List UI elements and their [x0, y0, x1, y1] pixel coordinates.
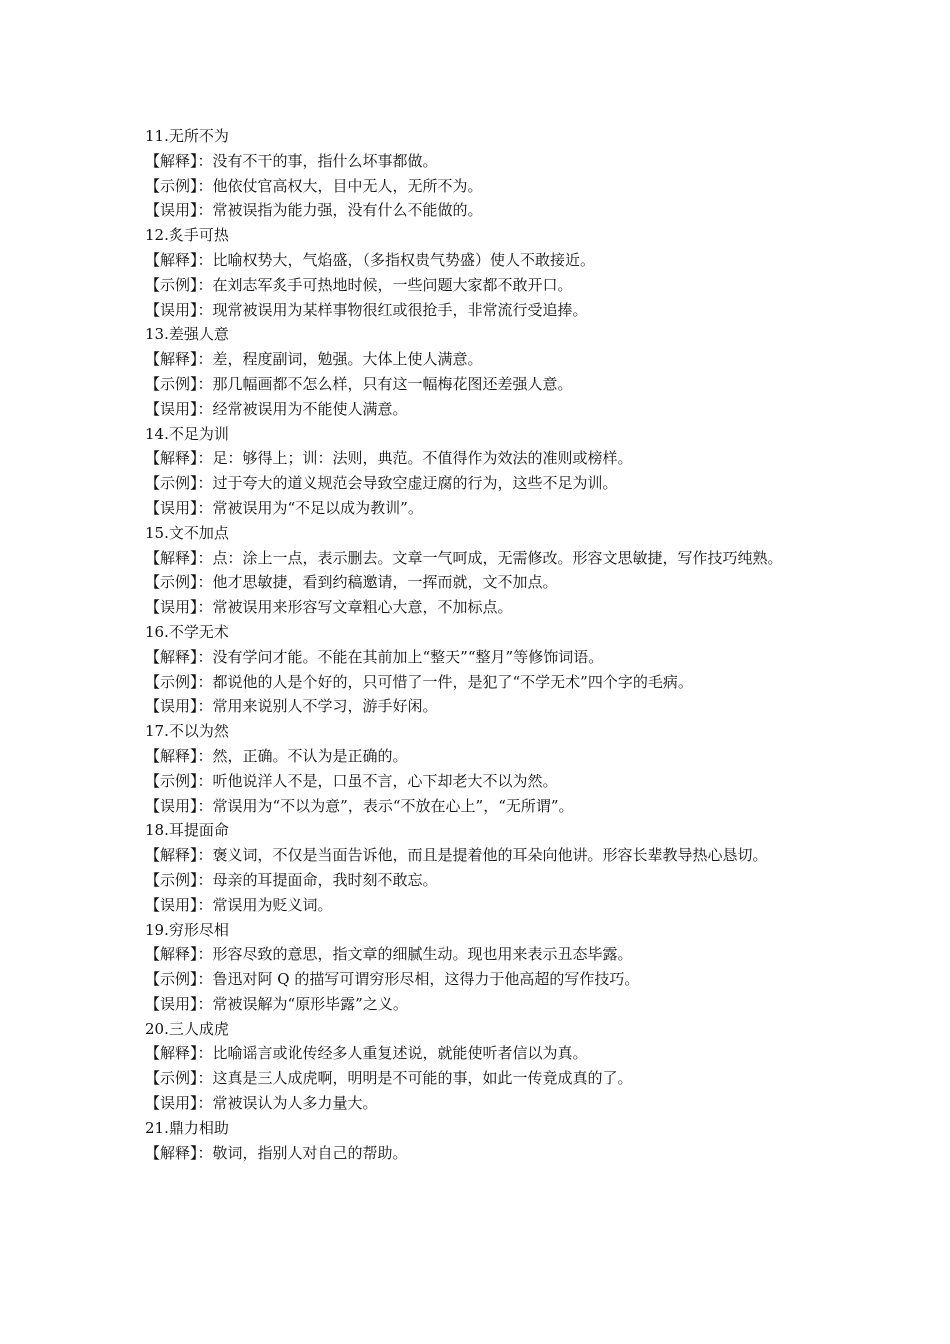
example-text: ：都说他的人是个好的，只可惜了一件，是犯了“不学无术”四个字的毛病。 [197, 672, 693, 691]
example-line [145, 967, 813, 992]
explanation-tag: 【解释】 [145, 945, 198, 964]
example-tag: 【示例】 [145, 474, 198, 493]
misuse-line [145, 198, 813, 223]
misuse-text: ：现常被误用为某样事物很红或很抢手，非常流行受追捧。 [197, 300, 588, 319]
misuse-tag: 【误用】 [145, 697, 198, 716]
example-line [145, 670, 813, 695]
entry-title: 21.鼎力相助 [145, 1118, 229, 1137]
entry-title: 16.不学无术 [145, 622, 229, 641]
example-text: ：这真是三人成虎啊，明明是不可能的事，如此一传竟成真的了。 [197, 1069, 633, 1088]
explanation-line [145, 149, 813, 174]
example-tag: 【示例】 [145, 374, 198, 393]
example-line [145, 471, 813, 496]
explanation-text: ：足：够得上；训：法则，典范。不值得作为效法的准则或榜样。 [197, 449, 633, 468]
example-text: ：他才思敏捷，看到约稿邀请，一挥而就，文不加点。 [197, 573, 558, 592]
document-page [145, 124, 813, 1165]
example-line [145, 570, 813, 595]
misuse-line [145, 496, 813, 521]
idiom-entry-18 [145, 818, 813, 917]
explanation-text: ：敬词，指别人对自己的帮助。 [197, 1143, 408, 1162]
misuse-text: ：常被误解为“原形毕露”之义。 [197, 994, 408, 1013]
misuse-text: ：常误用为贬义词。 [197, 895, 333, 914]
misuse-tag: 【误用】 [145, 1094, 198, 1113]
entry-title: 12.炙手可热 [145, 226, 229, 245]
explanation-tag: 【解释】 [145, 1143, 198, 1162]
example-text: ：那几幅画都不怎么样，只有这一幅梅花图还差强人意。 [197, 374, 573, 393]
misuse-text: ：常被误认为人多力量大。 [197, 1094, 378, 1113]
misuse-tag: 【误用】 [145, 598, 198, 617]
misuse-line [145, 1091, 813, 1116]
idiom-entry-11 [145, 124, 813, 223]
explanation-tag: 【解释】 [145, 846, 198, 865]
entry-title: 17.不以为然 [145, 722, 229, 741]
explanation-text: ：没有学问才能。不能在其前加上“整天”“整月”等修饰词语。 [197, 647, 604, 666]
explanation-line [145, 347, 813, 372]
entry-title: 15.文不加点 [145, 523, 229, 542]
entry-title: 20.三人成虎 [145, 1019, 229, 1038]
entry-title: 19.穷形尽相 [145, 920, 229, 939]
explanation-tag: 【解释】 [145, 647, 198, 666]
idiom-entry-13 [145, 322, 813, 421]
misuse-text: ：常被误用来形容写文章粗心大意，不加标点。 [197, 598, 513, 617]
example-tag: 【示例】 [145, 771, 198, 790]
explanation-line [145, 1141, 813, 1166]
explanation-text: ：比喻权势大，气焰盛，（多指权贵气势盛）使人不敢接近。 [197, 250, 596, 269]
idiom-entry-16 [145, 620, 813, 719]
idiom-entry-15 [145, 521, 813, 620]
example-line [145, 372, 813, 397]
example-text: ：听他说洋人不是，口虽不言，心下却老大不以为然。 [197, 771, 558, 790]
idiom-entry-19 [145, 918, 813, 1017]
example-text: ：他依仗官高权大，目中无人，无所不为。 [197, 176, 483, 195]
idiom-entry-21 [145, 1116, 813, 1166]
explanation-text: ：褒义词，不仅是当面告诉他，而且是提着他的耳朵向他讲。形容长辈教导热心恳切。 [197, 846, 768, 865]
explanation-line [145, 744, 813, 769]
entry-title: 14.不足为训 [145, 424, 229, 443]
misuse-line [145, 794, 813, 819]
explanation-tag: 【解释】 [145, 746, 198, 765]
explanation-line [145, 446, 813, 471]
explanation-text: ：没有不干的事，指什么坏事都做。 [197, 151, 438, 170]
idiom-entry-12 [145, 223, 813, 322]
idiom-entry-14 [145, 422, 813, 521]
idiom-entry-17 [145, 719, 813, 818]
explanation-text: ：差，程度副词，勉强。大体上使人满意。 [197, 350, 483, 369]
example-tag: 【示例】 [145, 275, 198, 294]
misuse-tag: 【误用】 [145, 796, 198, 815]
explanation-line [145, 843, 813, 868]
misuse-tag: 【误用】 [145, 498, 198, 517]
misuse-text: ：常被误指为能力强，没有什么不能做的。 [197, 201, 483, 220]
explanation-tag: 【解释】 [145, 1044, 198, 1063]
explanation-line [145, 942, 813, 967]
explanation-tag: 【解释】 [145, 350, 198, 369]
misuse-line [145, 595, 813, 620]
misuse-tag: 【误用】 [145, 201, 198, 220]
entry-title: 11.无所不为 [145, 127, 229, 145]
explanation-text: ：点：涂上一点，表示删去。文章一气呵成，无需修改。形容文思敏捷，写作技巧纯熟。 [197, 548, 783, 567]
misuse-tag: 【误用】 [145, 994, 198, 1013]
explanation-line [145, 1041, 813, 1066]
explanation-text: ：形容尽致的意思，指文章的细腻生动。现也用来表示丑态毕露。 [197, 945, 633, 964]
example-text: ：在刘志军炙手可热地时候，一些问题大家都不敢开口。 [197, 275, 573, 294]
entry-title: 13.差强人意 [145, 325, 229, 344]
misuse-text: ：经常被误用为不能使人满意。 [197, 399, 408, 418]
example-line [145, 868, 813, 893]
example-line [145, 273, 813, 298]
explanation-text: ：然，正确。不认为是正确的。 [197, 746, 408, 765]
misuse-text: ：常误用为“不以为意”，表示“不放在心上”，“无所谓”。 [197, 796, 574, 815]
explanation-tag: 【解释】 [145, 250, 198, 269]
explanation-line [145, 248, 813, 273]
explanation-tag: 【解释】 [145, 151, 198, 170]
explanation-line [145, 645, 813, 670]
misuse-line [145, 397, 813, 422]
misuse-line [145, 298, 813, 323]
misuse-text: ：常被误用为“不足以成为教训”。 [197, 498, 423, 517]
example-tag: 【示例】 [145, 870, 198, 889]
explanation-text: ：比喻谣言或讹传经多人重复述说，就能使听者信以为真。 [197, 1044, 588, 1063]
example-line [145, 174, 813, 199]
misuse-text: ：常用来说别人不学习，游手好闲。 [197, 697, 438, 716]
example-tag: 【示例】 [145, 970, 198, 989]
example-text: ：过于夸大的道义规范会导致空虚迂腐的行为，这些不足为训。 [197, 474, 618, 493]
example-text: ：母亲的耳提面命，我时刻不敢忘。 [197, 870, 438, 889]
explanation-tag: 【解释】 [145, 449, 198, 468]
misuse-tag: 【误用】 [145, 300, 198, 319]
example-line [145, 769, 813, 794]
misuse-line [145, 893, 813, 918]
misuse-line [145, 694, 813, 719]
example-tag: 【示例】 [145, 176, 198, 195]
example-tag: 【示例】 [145, 1069, 198, 1088]
entry-title: 18.耳提面命 [145, 821, 229, 840]
explanation-tag: 【解释】 [145, 548, 198, 567]
misuse-tag: 【误用】 [145, 399, 198, 418]
explanation-line [145, 546, 813, 571]
example-tag: 【示例】 [145, 573, 198, 592]
idiom-entry-20 [145, 1017, 813, 1116]
example-text: ：鲁迅对阿 Q 的描写可谓穷形尽相，这得力于他高超的写作技巧。 [197, 970, 640, 989]
example-tag: 【示例】 [145, 672, 198, 691]
example-line [145, 1066, 813, 1091]
misuse-line [145, 992, 813, 1017]
misuse-tag: 【误用】 [145, 895, 198, 914]
